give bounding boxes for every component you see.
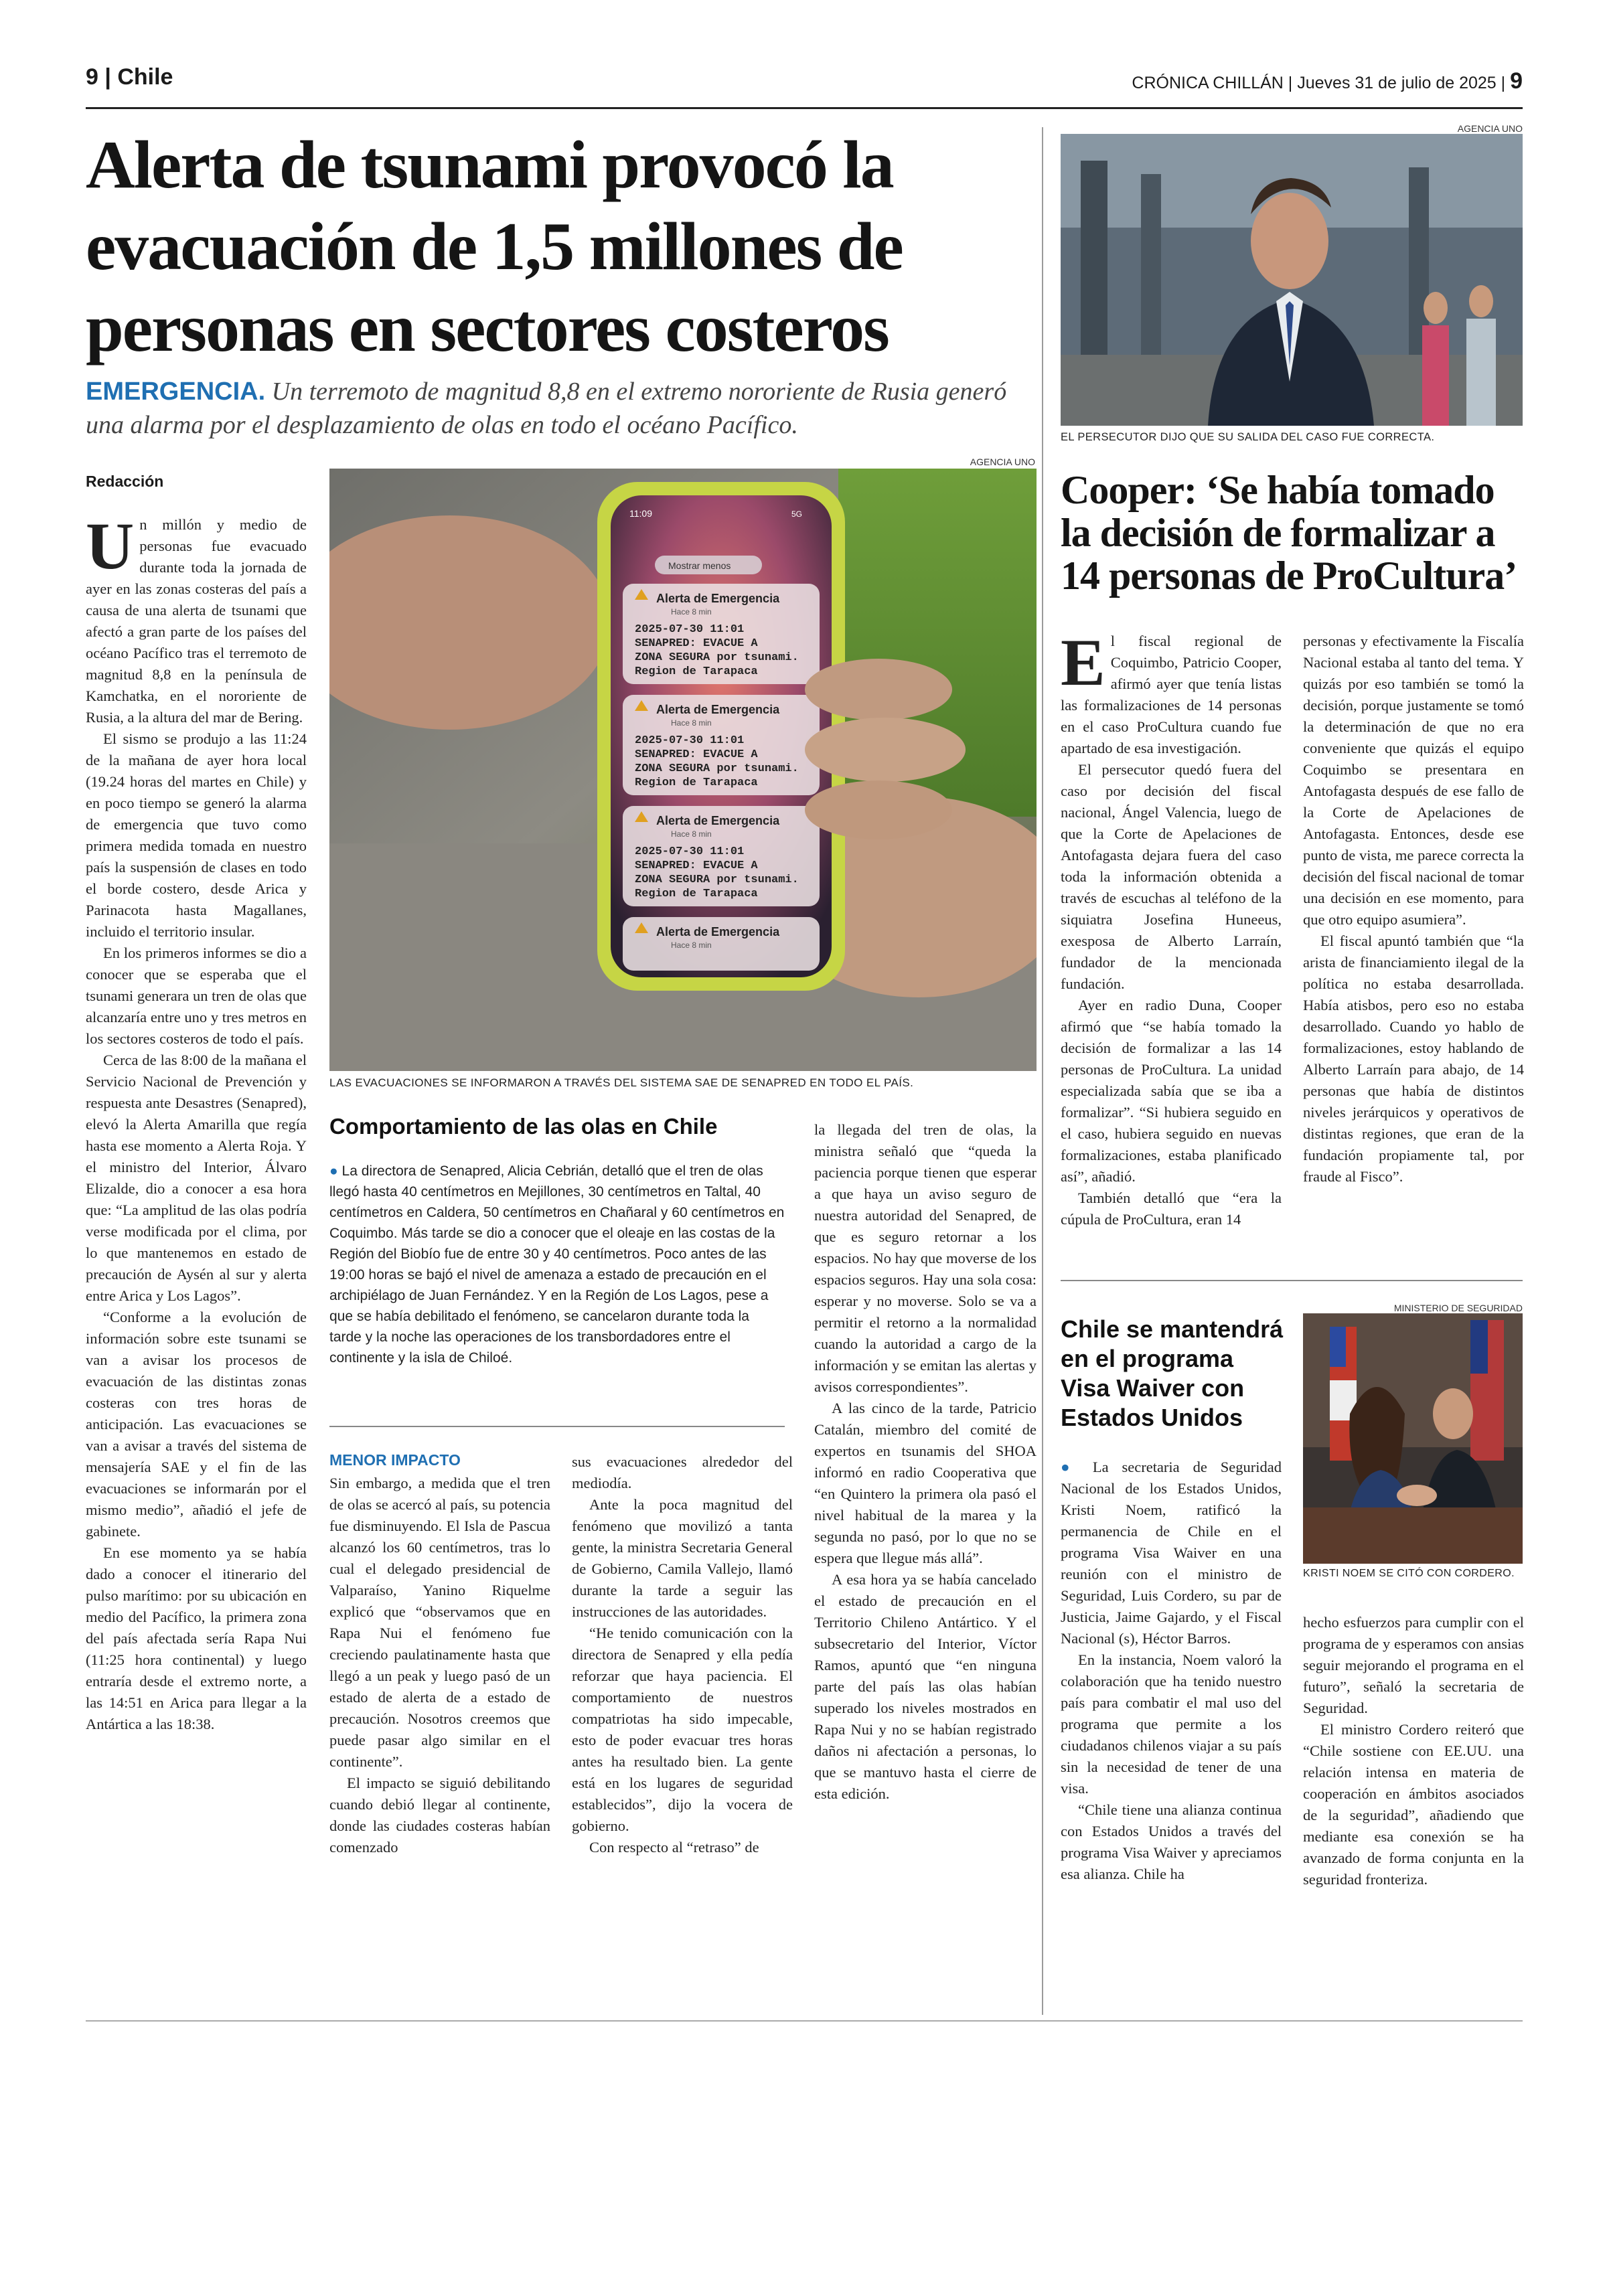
paragraph: Ayer en radio Duna, Cooper afirmó que “se había tomado la decisión de formalizar a las 14 personas de ProCultura. La unidad especializada sabía que se iba a formalizar”. “Si hubiera seguido en el caso, hubiera seguido en nuevas formalizaciones, estaba planificado así”, añadió. bbox=[1061, 997, 1282, 1185]
main-headline: Alerta de tsunami provocó la evacuación de 1,5 millones de personas en sectores costeros bbox=[86, 127, 903, 366]
alert-body: 2025-07-30 11:01 SENAPRED: EVACUE A ZONA SEGURA por tsunami. Region de Tarapaca bbox=[635, 734, 799, 789]
box-title: Comportamiento de las olas en Chile bbox=[329, 1114, 718, 1139]
paragraph: “Chile tiene una alianza continua con Estados Unidos a través del programa Visa Waiver y apreciamos esa alianza. Chile ha bbox=[1061, 1801, 1282, 1882]
dropcap: U bbox=[86, 509, 135, 583]
header-rule bbox=[86, 107, 1523, 109]
main-deck bbox=[86, 375, 1010, 442]
alert-card bbox=[623, 584, 820, 684]
cooper-headline: Cooper: ‘Se había tomado la decisión de formalizar a 14 personas de ProCultura’ bbox=[1061, 468, 1517, 598]
paragraph: l fiscal regional de Coquimbo, Patricio Cooper, afirmó ayer que tenía listas las formalizaciones de 14 personas en el caso ProCultura cuando fue apartado de esa investigación. bbox=[1061, 633, 1282, 756]
visa-photo-illustration bbox=[1303, 1313, 1523, 1564]
cooper-column-2 bbox=[1303, 631, 1524, 1187]
alert-line: ZONA SEGURA por tsunami. bbox=[635, 651, 799, 664]
paragraph: personas y efectivamente la Fiscalía Nacional estaba al tanto del tema. Y quizás por eso también se tomó la decisión, porque justamente se tomó la determinación de que no era conveniente que quizás el equipo Coquimbo se presentara en Antofagasta después de ese fallo de la Corte de Apelaciones de Antofagasta. Entonces, desde ese punto de vista, me parece correcta la decisión del fiscal nacional de tomar una decisión en ese momento, para que otro equipo asumiera”. bbox=[1303, 633, 1524, 928]
cooper-photo bbox=[1061, 134, 1523, 426]
alert-line: Region de Tarapaca bbox=[635, 665, 758, 678]
paragraph: sus evacuaciones alrededor del mediodía. bbox=[572, 1453, 793, 1491]
page-number: 9 bbox=[1510, 68, 1523, 94]
paragraph: En los primeros informes se dio a conocer que se esperaba que el tsunami generara un tren de olas que alcanzaría entre uno y tres metros en los sectores costeros de todo el país. bbox=[86, 945, 307, 1047]
deck-text: Un terremoto de magnitud 8,8 en el extremo nororiente de Rusia generó una alarma por el desplazamiento de olas en todo el océano Pacífico. bbox=[86, 378, 1007, 439]
alert-card bbox=[623, 695, 820, 795]
paragraph: n millón y medio de personas fue evacuado durante toda la jornada de ayer en las zonas costeras del país a causa de una alerta de tsunami que afectó a gran parte de los países del océano Pacífico tras el terremoto de magnitud 8,8 en la península de Kamchatka, en el nororiente de Rusia, a la altura del mar de Bering. bbox=[86, 516, 307, 726]
cooper-caption: EL PERSECUTOR DIJO QUE SU SALIDA DEL CASO FUE CORRECTA. bbox=[1061, 431, 1435, 443]
paragraph-text: La secretaria de Seguridad Nacional de los Estados Unidos, Kristi Noem, ratificó la permanencia de Chile en el programa Visa Waiver en una reunión con el ministro de Seguridad, Luis Cordero, su par de Justicia, Jaime Gajardo, y el Fiscal Nacional (s), Héctor Barros. bbox=[1061, 1459, 1282, 1647]
main-column-a bbox=[329, 1473, 550, 1858]
main-column-b bbox=[572, 1451, 793, 1858]
alert-card bbox=[623, 806, 820, 906]
box-text bbox=[329, 1161, 785, 1368]
dropcap: E bbox=[1061, 625, 1105, 700]
phone-time: 11:09 bbox=[629, 508, 652, 519]
alert-title: Alerta de Emergencia bbox=[656, 925, 780, 938]
paragraph: En ese momento ya se había dado a conocer el itinerario del pulso marítimo: por su ubicación en medio del Pacífico, la primera zona del país afectada sería Rapa Nui (11:25 hora continental) y luego entraría desde el extremo norte, a las 14:51 en Arica para llegar a la Antártica a las 18:38. bbox=[86, 1544, 307, 1732]
paragraph: El fiscal apuntó también que “la arista de financiamiento ilegal de la política no estaba desarrollada. Había atisbos, pero eso no estaba desarrollado. Cuando yo hablo de formalizaciones, estoy hablando de Alberto Larraín para abajo, de 14 personas que había de distintos niveles jerárquicos y operativos de distintas regiones, que eran de la fundación propiamente tal, por fraude al Fisco”. bbox=[1303, 932, 1524, 1185]
paragraph: “Conforme a la evolución de información sobre este tsunami se van a avisar los procesos de evacuación de las distintas zonas costeras con tres horas de anticipación. Las evacuaciones se van a avisar a través del sistema de mensajería SAE y el fin de las evacuaciones se informarán por el mismo medio”, añadió el jefe de gabinete. bbox=[86, 1309, 307, 1540]
paragraph: Sin embargo, a medida que el tren de olas se acercó al país, su potencia fue disminuyendo. El Isla de Pascua alcanzó los 60 centímetros, tras lo cual el delegado presidencial de Valparaíso, Yanino Riquelme explicó que “observamos que en Rapa Nui el fenómeno fue creciendo paulatinamente hasta que llegó a un peak y luego pasó de un estado de alerta de a estado de precaución. Nosotros creemos que puede pasar algo similar en el continente”. bbox=[329, 1475, 550, 1770]
byline: Redacción bbox=[86, 473, 164, 490]
alert-body: 2025-07-30 11:01 SENAPRED: EVACUE A ZONA SEGURA por tsunami. Region de Tarapaca bbox=[635, 845, 799, 900]
alert-line: SENAPRED: EVACUE A bbox=[635, 637, 758, 650]
visa-column-1 bbox=[1061, 1457, 1282, 1885]
masthead-info bbox=[1132, 68, 1523, 94]
main-column-1 bbox=[86, 509, 307, 1735]
bullet-icon: ● bbox=[1061, 1459, 1093, 1475]
main-column-right bbox=[814, 1119, 1037, 1805]
paragraph: A las cinco de la tarde, Patricio Catalán, miembro del comité de expertos en tsunamis del SHOA informó en radio Cooperativa que “en Quintero la primera ola pasó el nivel habitual de la marea y la segunda no pasó, por lo que no se espera que llegue más allá”. bbox=[814, 1400, 1037, 1566]
footer-rule bbox=[86, 2020, 1523, 2022]
phone-photo-illustration bbox=[329, 469, 1037, 1071]
alert-title: Alerta de Emergencia bbox=[656, 814, 780, 827]
alert-title: Alerta de Emergencia bbox=[656, 703, 780, 716]
alert-ago: Hace 8 min bbox=[671, 718, 712, 728]
phone-signal: 5G bbox=[791, 509, 803, 519]
article-rule bbox=[1061, 1280, 1523, 1281]
box-rule bbox=[329, 1426, 785, 1427]
paragraph: El sismo se produjo a las 11:24 de la mañana de ayer hora local (19.24 horas del martes en Chile) y en poco tiempo se generó la alarma de emergencia que tuvo como primera medida tomada en nuestro país la suspensión de clases en todo el borde costero, desde Arica y Parinacota hasta Magallanes, incluido el territorio insular. bbox=[86, 730, 307, 940]
cooper-photo-credit: AGENCIA UNO bbox=[1457, 123, 1523, 134]
box-body: La directora de Senapred, Alicia Cebrián, detalló que el tren de olas llegó hasta 40 centímetros en Mejillones, 30 centímetros en Taltal, 40 centímetros en Caldera, 50 centímetros en Chañaral y 60 centímetros en Coquimbo. Más tarde se dio a conocer que el oleaje en las costas de la Región del Biobío fue de entre 30 y 40 centímetros. Poco antes de las 19:00 horas se bajó el nivel de amenaza a estado de precaución en el archipiélago de Juan Fernández. Y en la Región de Los Lagos, pese a que se había debilitado el fenómeno, se cancelaron durante toda la tarde y la noche las operaciones de los transbordadores entre el continente y la isla de Chiloé. bbox=[329, 1163, 785, 1366]
section-kicker: MENOR IMPACTO bbox=[329, 1451, 461, 1469]
alert-title: Alerta de Emergencia bbox=[656, 592, 780, 605]
alert-ago: Hace 8 min bbox=[671, 940, 712, 950]
cooper-photo-illustration bbox=[1061, 134, 1523, 426]
visa-headline: Chile se mantendrá en el programa Visa Waiver con Estados Unidos bbox=[1061, 1315, 1284, 1431]
alert-ago: Hace 8 min bbox=[671, 607, 712, 617]
column-divider bbox=[1042, 127, 1043, 2015]
section-label: 9 | Chile bbox=[86, 64, 173, 90]
visa-photo bbox=[1303, 1313, 1523, 1564]
visa-caption: KRISTI NOEM SE CITÓ CON CORDERO. bbox=[1303, 1568, 1515, 1579]
paragraph: También detalló que “era la cúpula de ProCultura, eran 14 bbox=[1061, 1190, 1282, 1228]
paragraph: El ministro Cordero reiteró que “Chile sostiene con EE.UU. una relación intensa en materia de cooperación en ámbitos asociados de la seguridad”, añadiendo que mediante esa conexión se ha avanzado de forma conjunta en la seguridad fronteriza. bbox=[1303, 1721, 1524, 1888]
paragraph: hecho esfuerzos para cumplir con el programa de y esperamos con ansias seguir mejorando el programa en el futuro”, señaló la secretaria de Seguridad. bbox=[1303, 1614, 1524, 1716]
paragraph: Cerca de las 8:00 de la mañana el Servicio Nacional de Prevención y respuesta ante Desastres (Senapred), elevó la Alerta Amarilla que regía hasta ese momento a Alerta Roja. Y el ministro del Interior, Álvaro Elizalde, dio a conocer a esa hora que: “La amplitud de las olas podría verse modificada por el clima, por lo que mantenemos en estado de precaución de Aysén al sur y alerta entre Arica y Los Lagos”. bbox=[86, 1052, 307, 1304]
paragraph: El impacto se siguió debilitando cuando debió llegar al continente, donde las ciudades costeras habían comenzado bbox=[329, 1775, 550, 1856]
paragraph: En la instancia, Noem valoró la colaboración que ha tenido nuestro país para combatir el mal uso del programa que permite a los ciudadanos chilenos viajar a su país sin la necesidad de tener de una visa. bbox=[1061, 1651, 1282, 1797]
main-photo bbox=[329, 469, 1037, 1071]
paragraph: El persecutor quedó fuera del caso por decisión del fiscal nacional, Ángel Valencia, luego de que la Corte de Apelaciones de Antofagasta dejara fuera del caso toda la información obtenida a través de escuchas al teléfono de la siquiatra Josefina Huneeus, exesposa de Alberto Larraín, fundador de la mencionada fundación. bbox=[1061, 761, 1282, 992]
paper-date: CRÓNICA CHILLÁN | Jueves 31 de julio de 2025 | bbox=[1132, 74, 1506, 92]
paragraph bbox=[1061, 1457, 1282, 1649]
deck-tag: EMERGENCIA. bbox=[86, 378, 266, 406]
paragraph: Ante la poca magnitud del fenómeno que movilizó a tanta gente, la ministra Secretaria General de Gobierno, Camila Vallejo, llamó durante la tarde a seguir las instrucciones de las autoridades. bbox=[572, 1496, 793, 1620]
visa-column-2 bbox=[1303, 1612, 1524, 1890]
cooper-column-1 bbox=[1061, 625, 1282, 1230]
visa-photo-credit: MINISTERIO DE SEGURIDAD bbox=[1393, 1303, 1523, 1313]
bullet-icon: ● bbox=[329, 1163, 342, 1179]
paragraph: A esa hora ya se había cancelado el estado de precaución en el Territorio Chileno Antártico. Y el subsecretario del Interior, Víctor Ramos, apuntó que “en ninguna parte del país las olas habían superado los niveles mostrados en Rapa Nui y no se habían registrado daños ni afectación a personas, lo que se mantuvo hasta el cierre de esta edición. bbox=[814, 1571, 1037, 1802]
paragraph: Con respecto al “retraso” de bbox=[589, 1839, 759, 1856]
main-photo-caption: LAS EVACUACIONES SE INFORMARON A TRAVÉS DEL SISTEMA SAE DE SENAPRED EN TODO EL PAÍS. bbox=[329, 1076, 914, 1089]
alert-ago: Hace 8 min bbox=[671, 829, 712, 839]
alert-line: 2025-07-30 11:01 bbox=[635, 623, 745, 636]
paragraph: la llegada del tren de olas, la ministra señaló que “queda la paciencia porque tienen que esperar a que haya un aviso seguro de nuestra autoridad del Senapred, de que es seguro retornar a los espacios. No hay que moverse de los espacios seguros. Hay una sola cosa: esperar y no moverse. Solo se va a permitir el retorno a la normalidad cuando la autoridad a cargo de la información y se emitan las alertas y avisos correspondientes”. bbox=[814, 1121, 1037, 1395]
show-less-label: Mostrar menos bbox=[668, 560, 731, 571]
alert-card bbox=[623, 917, 820, 971]
photo-credit: AGENCIA UNO bbox=[970, 457, 1035, 467]
paragraph: “He tenido comunicación con la directora de Senapred y ella pedía reforzar que haya paciencia. El comportamiento de nuestros compatriotas ha sido impecable, esto de poder evacuar tres horas antes ha resultado bien. La gente está en los lugares de seguridad establecidos”, dijo la vocera de gobierno. bbox=[572, 1625, 793, 1834]
